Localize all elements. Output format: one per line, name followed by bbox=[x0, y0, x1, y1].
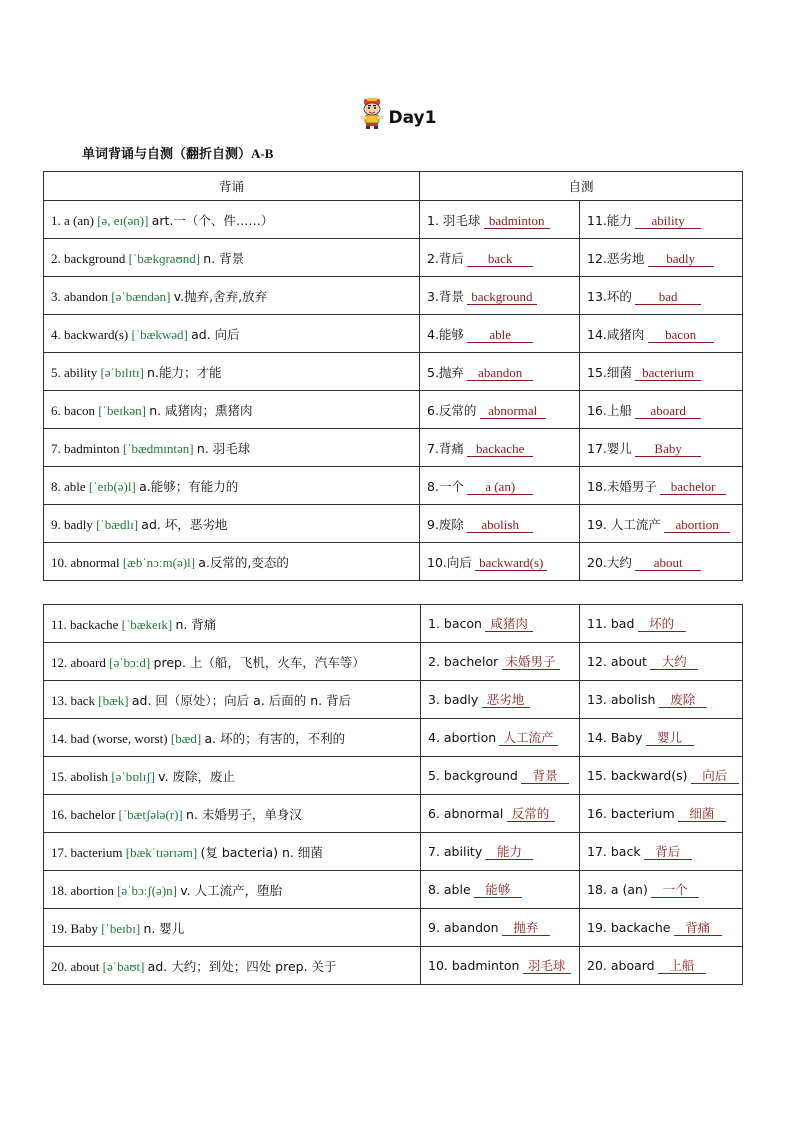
test-prompt: 4. abortion bbox=[428, 729, 497, 745]
table-row bbox=[44, 239, 743, 277]
table-row bbox=[44, 871, 743, 909]
entry-phonetic: [əˈbɒlɪʃ] bbox=[111, 768, 155, 784]
self-test-cell bbox=[421, 757, 580, 795]
self-test-cell bbox=[580, 315, 743, 353]
header-recite: 背诵 bbox=[44, 172, 420, 201]
table-row bbox=[44, 719, 743, 757]
entry-number: 15. bbox=[51, 768, 68, 784]
test-answer: 能够 bbox=[485, 881, 511, 897]
entry-number: 12. bbox=[51, 654, 68, 670]
test-answer: back bbox=[487, 250, 513, 266]
recite-cell bbox=[44, 353, 420, 391]
entry-word: bacon bbox=[64, 402, 96, 418]
answer-blank bbox=[648, 252, 714, 267]
self-test-cell bbox=[580, 505, 743, 543]
test-answer: bacterium bbox=[642, 364, 695, 380]
entry-word: bachelor bbox=[70, 806, 116, 822]
table-row bbox=[44, 643, 743, 681]
table-row bbox=[44, 201, 743, 239]
test-prompt: 2.背后 bbox=[427, 250, 464, 266]
recite-cell bbox=[44, 909, 421, 947]
self-test-cell bbox=[420, 467, 580, 505]
self-test-cell bbox=[420, 505, 580, 543]
test-answer: 细菌 bbox=[689, 805, 715, 821]
self-test-cell bbox=[580, 947, 743, 985]
entry-phonetic: [əˈbændən] bbox=[111, 288, 171, 304]
table-row bbox=[44, 277, 743, 315]
test-answer: abortion bbox=[675, 516, 719, 532]
table-row bbox=[44, 429, 743, 467]
answer-blank bbox=[467, 252, 533, 267]
answer-blank bbox=[635, 556, 701, 571]
self-test-cell bbox=[580, 429, 743, 467]
entry-phonetic: [ˈbætʃələ(r)] bbox=[118, 806, 183, 822]
self-test-cell bbox=[580, 795, 743, 833]
self-test-cell bbox=[420, 429, 580, 467]
answer-blank bbox=[635, 404, 701, 419]
test-prompt: 12. about bbox=[587, 653, 647, 669]
answer-blank bbox=[467, 328, 533, 343]
entry-phonetic: [əˈbɔːd] bbox=[109, 654, 151, 670]
answer-blank bbox=[644, 845, 692, 860]
test-prompt: 19. backache bbox=[587, 919, 671, 935]
table-row bbox=[44, 833, 743, 871]
recite-cell bbox=[44, 605, 421, 643]
entry-word: Baby bbox=[70, 920, 98, 936]
answer-blank bbox=[467, 518, 533, 533]
test-prompt: 13.坏的 bbox=[587, 288, 632, 304]
recite-cell bbox=[44, 505, 420, 543]
entry-word: bad (worse, worst) bbox=[70, 730, 168, 746]
test-answer: ability bbox=[651, 212, 685, 228]
entry-number: 10. bbox=[51, 554, 68, 570]
entry-number: 18. bbox=[51, 882, 68, 898]
entry-definition: ad. 坏，恶劣地 bbox=[141, 516, 228, 532]
entry-word: a (an) bbox=[64, 212, 94, 228]
test-answer: 背景 bbox=[532, 767, 558, 783]
self-test-cell bbox=[421, 909, 580, 947]
test-prompt: 10.向后 bbox=[427, 554, 472, 570]
test-answer: bad bbox=[658, 288, 678, 304]
test-prompt: 15. backward(s) bbox=[587, 767, 688, 783]
entry-number: 3. bbox=[51, 288, 61, 304]
test-answer: backward(s) bbox=[479, 554, 544, 570]
entry-number: 9. bbox=[51, 516, 61, 532]
test-prompt: 16. bacterium bbox=[587, 805, 675, 821]
answer-blank bbox=[467, 480, 533, 495]
recite-cell bbox=[44, 681, 421, 719]
self-test-cell bbox=[421, 719, 580, 757]
entry-definition: a. 坏的；有害的，不利的 bbox=[204, 730, 346, 746]
entry-number: 6. bbox=[51, 402, 61, 418]
self-test-cell bbox=[580, 467, 743, 505]
entry-definition: ad. 大约；到处；四处 prep. 关于 bbox=[147, 958, 337, 974]
test-answer: badminton bbox=[488, 212, 545, 228]
recite-cell bbox=[44, 429, 420, 467]
table-header-row bbox=[44, 172, 743, 201]
test-prompt: 3. badly bbox=[428, 691, 479, 707]
self-test-cell bbox=[580, 719, 743, 757]
self-test-cell bbox=[421, 871, 580, 909]
entry-word: abnormal bbox=[70, 554, 120, 570]
entry-word: ability bbox=[64, 364, 98, 380]
test-prompt: 20.大约 bbox=[587, 554, 632, 570]
answer-blank bbox=[650, 655, 698, 670]
entry-number: 16. bbox=[51, 806, 68, 822]
test-prompt: 1. 羽毛球 bbox=[427, 212, 481, 228]
vocab-table-1 bbox=[43, 171, 743, 581]
self-test-cell bbox=[420, 543, 580, 581]
table-row bbox=[44, 681, 743, 719]
entry-number: 20. bbox=[51, 958, 68, 974]
entry-phonetic: [ˈbækwəd] bbox=[131, 326, 188, 342]
answer-blank bbox=[674, 921, 722, 936]
answer-blank bbox=[658, 959, 706, 974]
entry-phonetic: [ˈbædmɪntən] bbox=[122, 440, 194, 456]
entry-word: about bbox=[70, 958, 100, 974]
test-answer: bachelor bbox=[670, 478, 716, 494]
answer-blank bbox=[651, 883, 699, 898]
entry-definition: ad. 回（原处）；向后 a. 后面的 n. 背后 bbox=[131, 692, 352, 708]
self-test-cell bbox=[421, 795, 580, 833]
entry-number: 14. bbox=[51, 730, 68, 746]
answer-blank bbox=[648, 328, 714, 343]
entry-word: background bbox=[64, 250, 126, 266]
entry-word: backward(s) bbox=[64, 326, 129, 342]
self-test-cell bbox=[580, 543, 743, 581]
self-test-cell bbox=[580, 909, 743, 947]
test-prompt: 4.能够 bbox=[427, 326, 464, 342]
entry-definition: (复 bacteria) n. 细菌 bbox=[200, 844, 323, 860]
self-test-cell bbox=[580, 681, 743, 719]
answer-blank bbox=[638, 617, 686, 632]
entry-number: 8. bbox=[51, 478, 61, 494]
test-prompt: 20. aboard bbox=[587, 957, 655, 973]
entry-phonetic: [ˈbædlɪ] bbox=[96, 516, 139, 532]
self-test-cell bbox=[420, 239, 580, 277]
test-prompt: 18.未婚男子 bbox=[587, 478, 657, 494]
recite-cell bbox=[44, 947, 421, 985]
table-row bbox=[44, 543, 743, 581]
self-test-cell bbox=[580, 605, 743, 643]
recite-cell bbox=[44, 277, 420, 315]
test-prompt: 16.上船 bbox=[587, 402, 632, 418]
test-answer: bacon bbox=[665, 326, 697, 342]
entry-word: aboard bbox=[70, 654, 106, 670]
table-row bbox=[44, 315, 743, 353]
test-answer: 背痛 bbox=[685, 919, 711, 935]
test-answer: aboard bbox=[650, 402, 686, 418]
entry-phonetic: [ˈeɪb(ə)l] bbox=[88, 478, 136, 494]
table-row bbox=[44, 467, 743, 505]
entry-phonetic: [ˈbækeɪk] bbox=[121, 616, 173, 632]
recite-cell bbox=[44, 757, 421, 795]
table-row bbox=[44, 795, 743, 833]
entry-definition: n.能力；才能 bbox=[147, 364, 222, 380]
test-prompt: 19. 人工流产 bbox=[587, 516, 661, 532]
test-answer: 咸猪肉 bbox=[490, 615, 528, 631]
table-row bbox=[44, 947, 743, 985]
table-row bbox=[44, 605, 743, 643]
entry-definition: a.反常的,变态的 bbox=[198, 554, 289, 570]
test-answer: backache bbox=[476, 440, 525, 456]
entry-word: able bbox=[64, 478, 86, 494]
answer-blank bbox=[635, 366, 701, 381]
entry-number: 4. bbox=[51, 326, 61, 342]
entry-definition: art.一（个、件……） bbox=[151, 212, 274, 228]
answer-blank bbox=[467, 290, 536, 305]
self-test-cell bbox=[421, 643, 580, 681]
entry-definition: n. 背景 bbox=[203, 250, 245, 266]
entry-number: 17. bbox=[51, 844, 68, 860]
entry-phonetic: [əˈbɪlɪtɪ] bbox=[100, 364, 144, 380]
test-answer: abandon bbox=[478, 364, 523, 380]
entry-number: 11. bbox=[51, 616, 67, 632]
page-title: Day1 bbox=[388, 108, 437, 128]
self-test-cell bbox=[580, 277, 743, 315]
self-test-cell bbox=[580, 757, 743, 795]
test-prompt: 7.背痛 bbox=[427, 440, 464, 456]
self-test-cell bbox=[421, 605, 580, 643]
answer-blank bbox=[521, 769, 569, 784]
test-answer: 反常的 bbox=[511, 805, 550, 821]
test-answer: badly bbox=[666, 250, 696, 266]
entry-definition: a.能够；有能力的 bbox=[139, 478, 239, 494]
recite-cell bbox=[44, 643, 421, 681]
test-prompt: 8. able bbox=[428, 881, 471, 897]
self-test-cell bbox=[580, 353, 743, 391]
entry-number: 19. bbox=[51, 920, 68, 936]
answer-blank bbox=[480, 404, 546, 419]
test-prompt: 18. a (an) bbox=[587, 881, 648, 897]
entry-word: badminton bbox=[64, 440, 120, 456]
answer-blank bbox=[659, 693, 707, 708]
table-row bbox=[44, 353, 743, 391]
entry-number: 13. bbox=[51, 692, 68, 708]
entry-number: 7. bbox=[51, 440, 61, 456]
test-answer: Baby bbox=[654, 440, 682, 456]
table-row bbox=[44, 505, 743, 543]
answer-blank bbox=[475, 556, 547, 571]
recite-cell bbox=[44, 795, 421, 833]
answer-blank bbox=[646, 731, 694, 746]
answer-blank bbox=[482, 693, 530, 708]
self-test-cell bbox=[421, 833, 580, 871]
answer-blank bbox=[484, 214, 550, 229]
page-header bbox=[0, 98, 794, 134]
answer-blank bbox=[499, 731, 557, 746]
test-prompt: 11.能力 bbox=[587, 212, 632, 228]
test-answer: background bbox=[471, 288, 533, 304]
entry-phonetic: [æbˈnɔːm(ə)l] bbox=[122, 554, 196, 570]
recite-cell bbox=[44, 467, 420, 505]
answer-blank bbox=[664, 518, 730, 533]
test-answer: able bbox=[489, 326, 512, 342]
entry-definition: n. 婴儿 bbox=[143, 920, 185, 936]
entry-definition: v.抛弃,舍弃,放弃 bbox=[173, 288, 268, 304]
entry-definition: n. 咸猪肉；熏猪肉 bbox=[149, 402, 253, 418]
answer-blank bbox=[678, 807, 726, 822]
test-prompt: 9.废除 bbox=[427, 516, 464, 532]
test-answer: 一个 bbox=[662, 881, 688, 897]
answer-blank bbox=[635, 214, 701, 229]
entry-number: 5. bbox=[51, 364, 61, 380]
test-answer: 坏的 bbox=[649, 615, 675, 631]
table-row bbox=[44, 909, 743, 947]
test-prompt: 12.恶劣地 bbox=[587, 250, 645, 266]
entry-word: backache bbox=[70, 616, 119, 632]
test-prompt: 5.抛弃 bbox=[427, 364, 464, 380]
answer-blank bbox=[502, 921, 550, 936]
answer-blank bbox=[507, 807, 555, 822]
test-answer: 恶劣地 bbox=[486, 691, 525, 707]
entry-phonetic: [bækˈtɪərɪəm] bbox=[125, 844, 198, 860]
answer-blank bbox=[502, 655, 560, 670]
entry-phonetic: [ˈbækɡraʊnd] bbox=[128, 250, 201, 266]
entry-definition: n. 背痛 bbox=[175, 616, 217, 632]
self-test-cell bbox=[420, 277, 580, 315]
entry-phonetic: [əˈbaʊt] bbox=[102, 958, 145, 974]
entry-word: bacterium bbox=[70, 844, 123, 860]
entry-word: abortion bbox=[70, 882, 114, 898]
entry-phonetic: [əˈbɔːʃ(ə)n] bbox=[117, 882, 177, 898]
test-answer: 未婚男子 bbox=[505, 653, 556, 669]
entry-definition: n. 未婚男子，单身汉 bbox=[186, 806, 302, 822]
self-test-cell bbox=[580, 201, 743, 239]
answer-blank bbox=[467, 442, 533, 457]
test-prompt: 2. bachelor bbox=[428, 653, 499, 669]
entry-number: 1. bbox=[51, 212, 61, 228]
self-test-cell bbox=[421, 681, 580, 719]
test-prompt: 14.咸猪肉 bbox=[587, 326, 645, 342]
test-prompt: 7. ability bbox=[428, 843, 483, 859]
test-prompt: 15.细菌 bbox=[587, 364, 632, 380]
self-test-cell bbox=[420, 391, 580, 429]
test-answer: 背后 bbox=[655, 843, 681, 859]
answer-blank bbox=[635, 290, 701, 305]
test-prompt: 3.背景 bbox=[427, 288, 464, 304]
answer-blank bbox=[485, 617, 533, 632]
test-answer: 大约 bbox=[661, 653, 687, 669]
self-test-cell bbox=[580, 833, 743, 871]
test-answer: 能力 bbox=[496, 843, 522, 859]
test-answer: a (an) bbox=[485, 478, 516, 494]
test-answer: 抛弃 bbox=[513, 919, 539, 935]
self-test-cell bbox=[580, 391, 743, 429]
self-test-cell bbox=[420, 201, 580, 239]
test-answer: abolish bbox=[481, 516, 519, 532]
page-subtitle: 单词背诵与自测（翻折自测）A-B bbox=[82, 146, 274, 161]
table-row bbox=[44, 757, 743, 795]
test-prompt: 14. Baby bbox=[587, 729, 643, 745]
entry-word: badly bbox=[64, 516, 93, 532]
self-test-cell bbox=[421, 947, 580, 985]
answer-blank bbox=[485, 845, 533, 860]
test-prompt: 10. badminton bbox=[428, 957, 520, 973]
answer-blank bbox=[474, 883, 522, 898]
entry-definition: v. 人工流产，堕胎 bbox=[180, 882, 283, 898]
test-prompt: 8.一个 bbox=[427, 478, 464, 494]
self-test-cell bbox=[580, 239, 743, 277]
test-answer: 废除 bbox=[670, 691, 696, 707]
header-self-test: 自测 bbox=[420, 172, 743, 201]
test-answer: 人工流产 bbox=[503, 729, 554, 745]
test-prompt: 13. abolish bbox=[587, 691, 656, 707]
recite-cell bbox=[44, 315, 420, 353]
test-answer: 婴儿 bbox=[657, 729, 683, 745]
entry-phonetic: [bæk] bbox=[98, 692, 129, 708]
cartoon-boy-mascot-icon bbox=[358, 98, 386, 130]
recite-cell bbox=[44, 543, 420, 581]
test-answer: 羽毛球 bbox=[527, 957, 566, 973]
test-prompt: 9. abandon bbox=[428, 919, 499, 935]
entry-phonetic: [bæd] bbox=[170, 730, 202, 746]
entry-word: back bbox=[70, 692, 96, 708]
test-answer: about bbox=[653, 554, 683, 570]
recite-cell bbox=[44, 871, 421, 909]
answer-blank bbox=[691, 769, 739, 784]
entry-word: abolish bbox=[70, 768, 109, 784]
entry-definition: ad. 向后 bbox=[191, 326, 240, 342]
self-test-cell bbox=[580, 643, 743, 681]
recite-cell bbox=[44, 239, 420, 277]
test-answer: abnormal bbox=[488, 402, 538, 418]
self-test-cell bbox=[420, 353, 580, 391]
entry-word: abandon bbox=[64, 288, 109, 304]
test-prompt: 1. bacon bbox=[428, 615, 482, 631]
test-prompt: 17.婴儿 bbox=[587, 440, 632, 456]
entry-number: 2. bbox=[51, 250, 61, 266]
recite-cell bbox=[44, 833, 421, 871]
answer-blank bbox=[523, 959, 571, 974]
test-prompt: 5. background bbox=[428, 767, 518, 783]
entry-definition: n. 羽毛球 bbox=[196, 440, 251, 456]
answer-blank bbox=[467, 366, 533, 381]
entry-phonetic: [ˈbeɪkən] bbox=[98, 402, 146, 418]
vocab-table-2 bbox=[43, 604, 743, 985]
table-row bbox=[44, 391, 743, 429]
recite-cell bbox=[44, 201, 420, 239]
recite-cell bbox=[44, 391, 420, 429]
answer-blank bbox=[635, 442, 701, 457]
test-prompt: 6.反常的 bbox=[427, 402, 477, 418]
entry-phonetic: [ə, eɪ(ən)] bbox=[97, 212, 149, 228]
test-answer: 向后 bbox=[702, 767, 728, 783]
entry-definition: prep. 上（船，飞机，火车，汽车等） bbox=[153, 654, 365, 670]
test-answer: 上船 bbox=[669, 957, 695, 973]
entry-phonetic: [ˈbeɪbɪ] bbox=[101, 920, 141, 936]
self-test-cell bbox=[580, 871, 743, 909]
self-test-cell bbox=[420, 315, 580, 353]
recite-cell bbox=[44, 719, 421, 757]
test-prompt: 17. back bbox=[587, 843, 641, 859]
test-prompt: 11. bad bbox=[587, 615, 635, 631]
answer-blank bbox=[660, 480, 726, 495]
test-prompt: 6. abnormal bbox=[428, 805, 504, 821]
entry-definition: v. 废除，废止 bbox=[158, 768, 236, 784]
